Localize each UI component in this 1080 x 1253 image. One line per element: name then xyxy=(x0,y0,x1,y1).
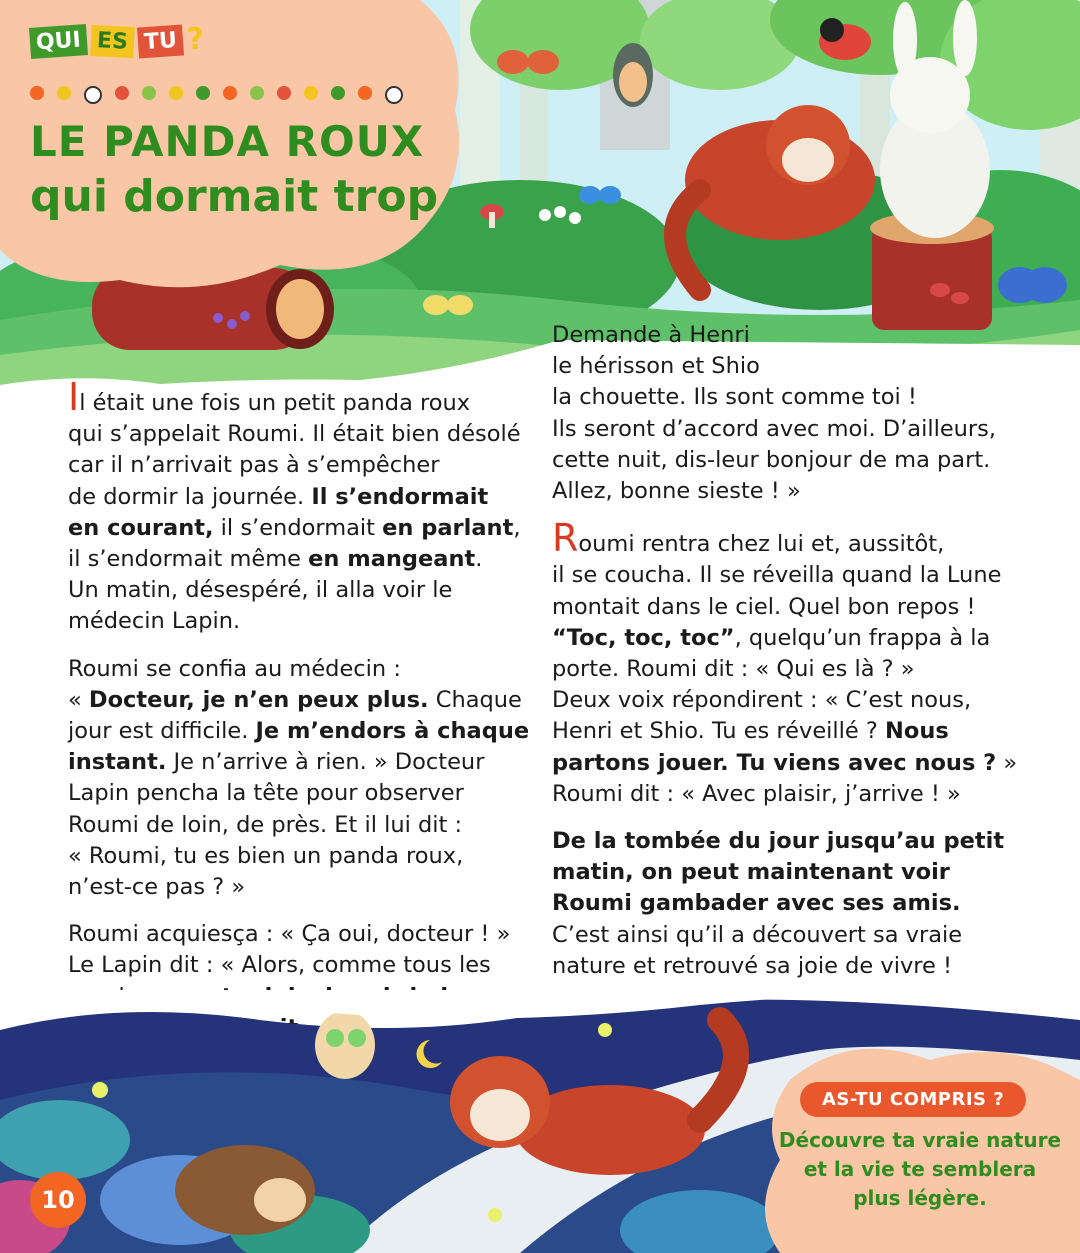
brand-part-question: ? xyxy=(185,21,206,58)
text-line: Ils seront d’accord avec moi. D’ailleurs, xyxy=(552,415,997,442)
bold-run: instant. xyxy=(68,749,167,776)
text-line: n’est-ce pas ? » xyxy=(68,874,246,901)
story-column-left xyxy=(68,375,538,1060)
dot xyxy=(169,86,183,100)
page-number: 10 xyxy=(30,1172,86,1228)
dot xyxy=(115,86,129,100)
bold-run: en mangeant xyxy=(308,546,476,573)
story-title xyxy=(30,118,438,223)
bold-run: Il s’endormait xyxy=(311,483,489,510)
text-line: oumi rentra chez lui et, aussitôt, xyxy=(578,531,945,558)
paragraph xyxy=(552,826,1022,982)
text-run: Henri et Shio. Tu es réveillé ? xyxy=(552,718,886,745)
text-line: nature et retrouvé sa joie de vivre ! xyxy=(552,952,953,979)
bold-run: matin, on peut maintenant voir xyxy=(552,859,950,886)
text-run: il s’endormait xyxy=(213,514,383,541)
bold-run: Nous xyxy=(885,718,949,745)
text-run: Chaque xyxy=(428,686,522,713)
dot xyxy=(196,86,210,100)
dot xyxy=(84,86,102,104)
bold-run: partons jouer. Tu viens avec nous ? xyxy=(552,749,997,776)
text-run: « xyxy=(68,686,89,713)
drop-cap: I xyxy=(68,375,80,419)
text-line: Allez, bonne sieste ! » xyxy=(552,478,801,505)
text-line: montait dans le ciel. Quel bon repos ! xyxy=(552,593,976,620)
text-line: Le Lapin dit : « Alors, comme tous les xyxy=(68,952,491,979)
brand-logo xyxy=(30,22,204,57)
paragraph xyxy=(552,516,1022,810)
text-run: de dormir la journée. xyxy=(68,483,312,510)
text-line: car il n’arrivait pas à s’empêcher xyxy=(68,452,440,479)
text-line: porte. Roumi dit : « Qui es là ? » xyxy=(552,656,915,683)
text-line: Roumi dit : « Avec plaisir, j’arrive ! » xyxy=(552,780,961,807)
text-line: qui s’appelait Roumi. Il était bien désolé xyxy=(68,421,521,448)
title-line-2: qui dormait trop xyxy=(30,171,439,223)
decorative-dots xyxy=(30,86,403,104)
text-line: Lapin pencha la tête pour observer xyxy=(68,780,464,807)
text-line: l était une fois un petit panda roux xyxy=(79,390,471,416)
brand-part-tu: TU xyxy=(137,24,184,58)
dot xyxy=(331,86,345,100)
text-line: Deux voix répondirent : « C’est nous, xyxy=(552,687,972,714)
text-line: la chouette. Ils sont comme toi ! xyxy=(552,384,917,411)
text-line: cette nuit, dis-leur bonjour de ma part. xyxy=(552,446,991,473)
dot xyxy=(142,86,156,100)
dot xyxy=(250,86,264,100)
bold-run: “Toc, toc, toc” xyxy=(552,624,735,651)
brand-part-es: ES xyxy=(90,25,134,58)
quiz-line: Découvre ta vraie nature xyxy=(778,1128,1062,1152)
text-run: Je n’arrive à rien. » Docteur xyxy=(166,749,485,776)
text-line: Un matin, désespéré, il alla voir le xyxy=(68,577,453,604)
dot xyxy=(223,86,237,100)
dot xyxy=(277,86,291,100)
text-line: C’est ainsi qu’il a découvert sa vraie xyxy=(552,921,963,948)
text-run: » xyxy=(996,749,1018,776)
quiz-message xyxy=(770,1126,1070,1213)
text-line: médecin Lapin. xyxy=(68,608,241,635)
bold-run: Roumi gambader avec ses amis. xyxy=(552,890,961,917)
title-line-1: LE PANDA ROUX xyxy=(30,117,425,166)
paragraph xyxy=(552,320,1022,507)
quiz-line: plus légère. xyxy=(853,1186,987,1210)
quiz-label: AS-TU COMPRIS ? xyxy=(800,1082,1026,1117)
dot xyxy=(304,86,318,100)
text-line: le hérisson et Shio xyxy=(552,353,760,380)
drop-cap: R xyxy=(552,516,579,561)
bold-run: en courant, xyxy=(68,514,214,541)
paragraph xyxy=(68,375,538,638)
text-line: Roumi se confia au médecin : xyxy=(68,655,401,682)
text-line: il se coucha. Il se réveilla quand la Lune xyxy=(552,562,1002,589)
bold-run: De la tombée du jour jusqu’au petit xyxy=(552,828,1005,855)
bold-run: Je m’endors à chaque xyxy=(255,718,530,745)
text-line: Roumi de loin, de près. Et il lui dit : xyxy=(68,811,463,838)
text-line: « Roumi, tu es bien un panda roux, xyxy=(68,842,464,869)
story-column-right xyxy=(552,320,1022,998)
text-line: Demande à Henri xyxy=(552,322,750,348)
text-run: , xyxy=(513,514,521,541)
text-run: il s’endormait même xyxy=(68,546,309,573)
text-run: . xyxy=(475,546,483,573)
dot xyxy=(57,86,71,100)
text-line: Roumi acquiesça : « Ça oui, docteur ! » xyxy=(68,921,511,948)
quiz-line: et la vie te semblera xyxy=(803,1157,1037,1181)
text-run: , quelqu’un frappa à la xyxy=(734,624,991,651)
paragraph xyxy=(68,654,538,904)
bold-run: en parlant xyxy=(382,514,514,541)
text-run: jour est difficile. xyxy=(68,718,256,745)
bold-run: Docteur, je n’en peux plus. xyxy=(88,686,429,713)
dot xyxy=(30,86,44,100)
dot xyxy=(385,86,403,104)
brand-part-qui: QUI xyxy=(29,24,88,59)
dot xyxy=(358,86,372,100)
